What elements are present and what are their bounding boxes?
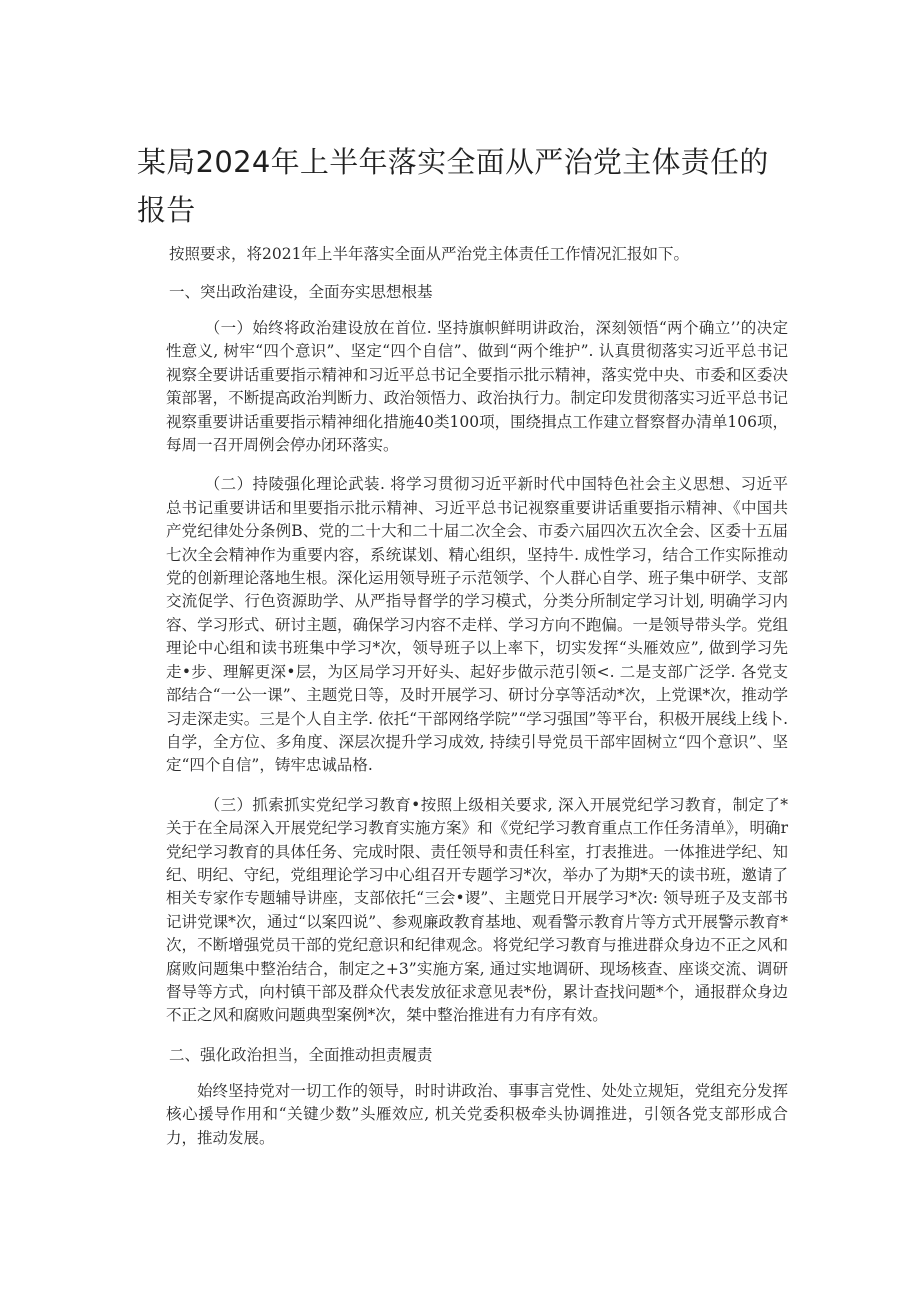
paragraph: （一）始终将政治建设放在首位. 坚持旗帜鲜明讲政治，深刻领悟“两个确立’’的决定性意义, 树牢“四个意识”、坚定“四个自信”、做到“两个维护”. 认真贯彻落实习近平总书记视察全要讲话重要指示精神和习近平总书记全要指示批示精神，落实党中央、市委和区委决策部署，不断提高政治判断力、政治领悟力、政治执行力。制定印发贯彻落实习近平总书记视察重要讲话重要指示精神细化措施40类100项，围绕揖点工作建立督察督办清单106项，每周一召开周例会停办闭环落实。 [166,319,788,455]
document-body [166,243,788,1164]
section-2 [166,1044,788,1150]
intro-paragraph: 按照要求，将2021年上半年落实全面从严治党主体责任工作情况汇报如下。 [169,245,689,263]
paragraph: 始终坚持党对一切工作的领导，时时讲政治、事事言党性、处处立规矩，党组充分发挥核心援导作用和“关键少数”头雁效应, 机关党委积极牵头协调推进，引领各党支部形成合力，推动发展。 [166,1081,788,1147]
section-1 [166,281,788,1028]
paragraph: （二）持陵强化理论武装. 将学习贯彻习近平新时代中国特色社会主义思想、习近平总书记重要讲话和里要指示批示精神、习近平总书记视察重要讲话重要指示精神、《中国共产党纪律处分条例B、党的二十大和二十届二次全会、市委六届四次五次全会、区委十五届七次全会精神作为重要内容，系统谋划、精心组织，坚持牛. 成性学习，结合工作实际推动党的创新理论落地生根。深化运用领导班子示范领学、个人群心自学、班子集中研学、支部交流促学、行色资源助学、从严指导督学的学习模式，分类分所制定学习计划, 明确学习内容、学习形式、研讨主题，确保学习内容不走样、学习方向不跑偏。一是领导带头学。党组理论中心组和读书班集中学习*次，领导班子以上率下，切实发挥“头雁效应”, 做到学习先走•步、理解更深•层，为区局学习开好头、起好步做示范引领<. 二是支部广泛学. 各党支部结合“一公一课”、主题党日等，及时开展学习、研讨分享等活动*次，上党课*次，推动学习走深走实。三是个人自主学. 依托“干部网络学院”“学习强国”等平台，积极开展线上线卜. 自学，全方位、多角度、深层次提升学习成效, 持续引导党员干部牢固树立“四个意识”、坚定“四个自信”，铸牢忠诚品格. [166,475,788,775]
paragraph: （三）抓索抓实党纪学习教育•按照上级相关要求, 深入开展党纪学习教育，制定了*关于在全局深入开展党纪学习教育实施方案》和《党纪学习教育重点工作任务清单》，明确r党纪学习教育的具体任务、完成时限、责任领导和责任科室，打表推进。一体推进学纪、知纪、明纪、守纪，党组理论学习中心组召开专题学习*次，举办了为期*天的读书班，邀请了相关专家作专题辅导讲座，支部依托“三会•谡”、主题党日开展学习*次: 领导班子及支部书记讲党课*次，通过“以案四说”、参观廉政教育基地、观看警示教育片等方式开展警示教育*次，不断增强党员干部的党纪意识和纪律观念。将党纪学习教育与推进群众身边不正之风和腐败问题集中整治结合，制定之+3”实施方案, 通过实地调研、现场核查、座谈交流、调研督导等方式，向村镇干部及群众代表发放征求意见表*份，累计查找问题*个，通报群众身边不正之风和腐败问题典型案例*次，桀中整治推进有力有序有效。 [166,795,788,1025]
section-heading: 二、强化政治担当，全面推动担责履责 [169,1045,433,1064]
section-heading: 一、突出政治建设，全面夯实思想根基 [169,283,433,301]
document-title: 某局2024年上半年落实全面从严治党主体责任的报告 [137,145,769,227]
